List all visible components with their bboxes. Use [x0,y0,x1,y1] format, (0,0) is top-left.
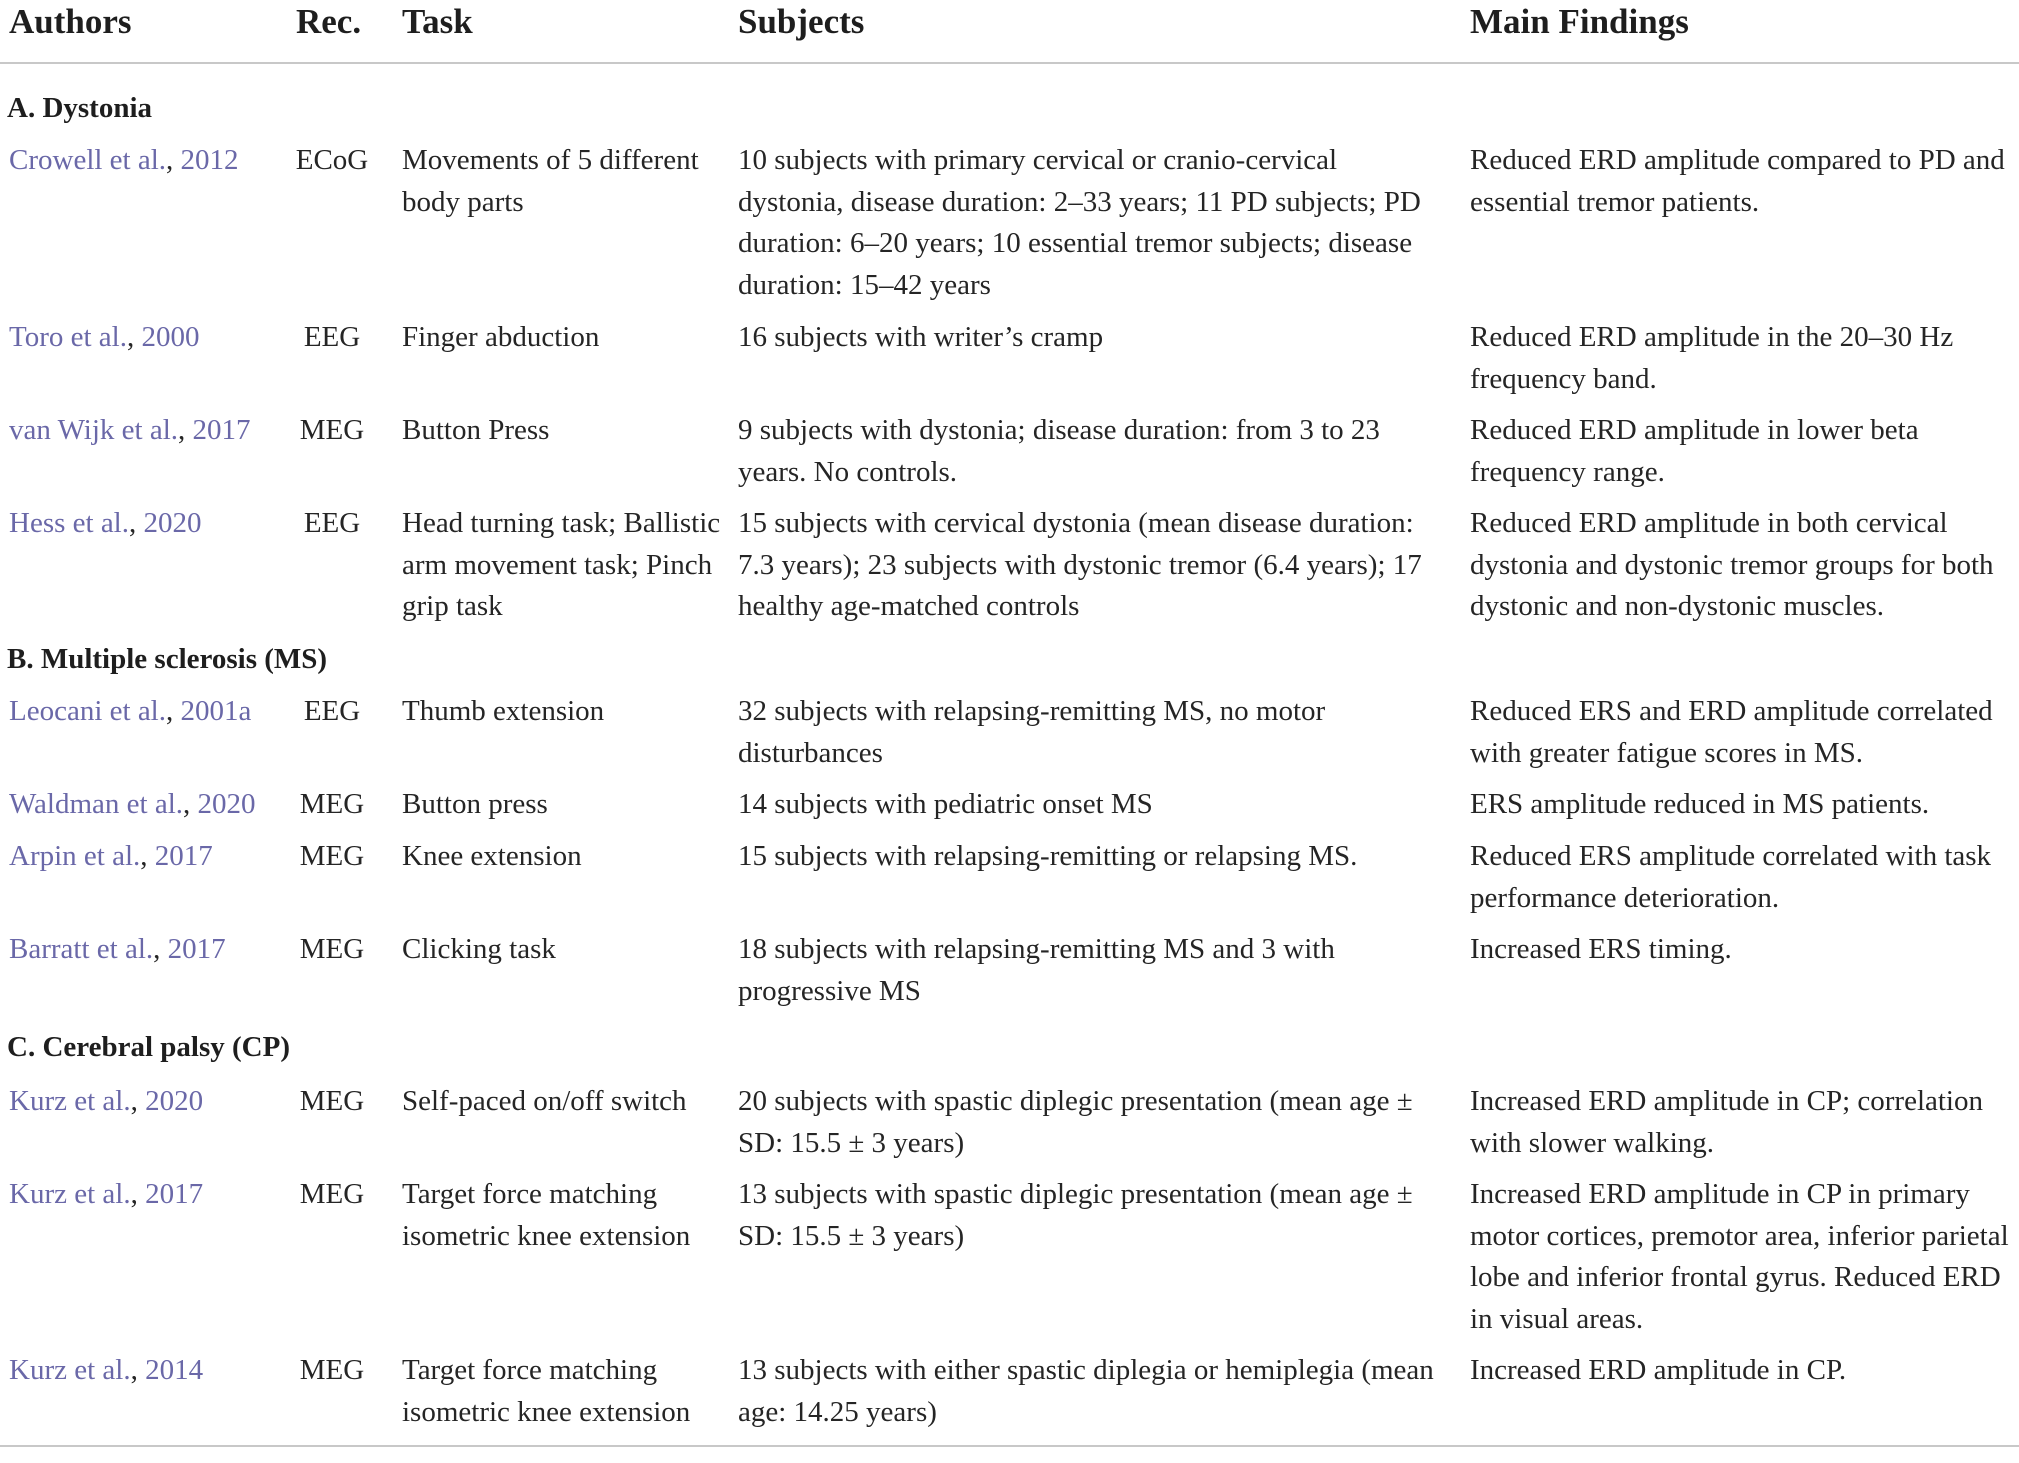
header-authors: Authors [9,2,132,41]
author-year-link[interactable]: 2001a [180,695,252,727]
findings-cell: Increased ERD amplitude in CP in primary motor cortices, premotor area, inferior parietal lobe and inferior frontal gyrus. Reduced ERD in visual areas. [1470,1178,2009,1335]
author-separator: , [183,788,198,820]
subjects-cell: 18 subjects with relapsing-remitting MS and 3 with progressive MS [738,933,1335,1007]
author-link[interactable]: Hess et al. [9,507,129,539]
findings-cell: Reduced ERS amplitude correlated with task performance deterioration. [1470,840,1992,914]
section-title: B. Multiple sclerosis (MS) [7,643,328,675]
author-year-link[interactable]: 2017 [145,1178,204,1210]
findings-cell: Increased ERS timing. [1470,933,1732,965]
author-cell[interactable] [9,317,289,359]
author-link[interactable]: van Wijk et al. [9,414,179,446]
task-cell: Head turning task; Ballistic arm movement task; Pinch grip task [402,507,721,622]
rec-cell: MEG [299,933,365,965]
author-separator: , [130,1354,146,1386]
task-cell: Movements of 5 different body parts [402,144,699,218]
table-header [0,0,2019,64]
rec-cell: EEG [303,321,361,353]
author-link[interactable]: Leocani et al. [9,695,166,727]
author-year-link[interactable]: 2017 [192,414,251,446]
author-year-link[interactable]: 2020 [145,1085,204,1117]
findings-cell: Reduced ERD amplitude compared to PD and essential tremor patients. [1470,144,2005,218]
rec-cell: EEG [303,507,361,539]
subjects-cell: 10 subjects with primary cervical or cranio-cervical dystonia, disease duration: 2–33 years; 11 PD subjects; PD duration: 6–20 years; 10 essential tremor subjects; disease duration: 15–42 years [738,144,1421,301]
author-link[interactable]: Waldman et al. [9,788,184,820]
header-task: Task [402,2,473,41]
rec-cell: MEG [299,414,365,446]
author-separator: , [130,1085,146,1117]
header-rec: Rec. [296,2,362,41]
task-cell: Knee extension [402,840,582,872]
rec-cell: MEG [299,1354,365,1386]
author-cell[interactable] [9,836,289,878]
subjects-cell: 32 subjects with relapsing-remitting MS, no motor disturbances [738,695,1326,769]
rec-cell: MEG [299,788,365,820]
author-cell[interactable] [9,140,289,182]
task-cell: Target force matching isometric knee extension [402,1354,691,1428]
rec-cell: MEG [299,840,365,872]
author-cell[interactable] [9,410,289,452]
rec-cell: ECoG [295,144,369,176]
author-link[interactable]: Barratt et al. [9,933,154,965]
findings-cell: Reduced ERS and ERD amplitude correlated with greater fatigue scores in MS. [1470,695,1993,769]
subjects-cell: 9 subjects with dystonia; disease duration: from 3 to 23 years. No controls. [738,414,1380,488]
author-link[interactable]: Arpin et al. [9,840,141,872]
author-separator: , [140,840,155,872]
author-separator: , [129,507,144,539]
author-year-link[interactable]: 2017 [154,840,213,872]
task-cell: Target force matching isometric knee extension [402,1178,691,1252]
author-year-link[interactable]: 2020 [197,788,256,820]
findings-cell: ERS amplitude reduced in MS patients. [1470,788,1930,820]
subjects-cell: 13 subjects with either spastic diplegia or hemiplegia (mean age: 14.25 years) [738,1354,1434,1428]
header-subjects: Subjects [738,2,865,41]
author-cell[interactable] [9,929,289,971]
author-cell[interactable] [9,503,289,545]
author-year-link[interactable]: 2000 [141,321,200,353]
author-separator: , [153,933,168,965]
findings-cell: Reduced ERD amplitude in the 20–30 Hz frequency band. [1470,321,1954,395]
author-separator: , [126,321,142,353]
rec-cell: MEG [299,1085,365,1117]
author-year-link[interactable]: 2020 [143,507,202,539]
subjects-cell: 16 subjects with writer’s cramp [738,321,1104,353]
author-year-link[interactable]: 2017 [167,933,226,965]
author-link[interactable]: Toro et al. [9,321,127,353]
author-year-link[interactable]: 2012 [180,144,239,176]
author-year-link[interactable]: 2014 [145,1354,204,1386]
author-link[interactable]: Kurz et al. [9,1354,131,1386]
author-link[interactable]: Kurz et al. [9,1085,131,1117]
author-separator: , [178,414,193,446]
author-link[interactable]: Crowell et al. [9,144,167,176]
author-separator: , [166,144,181,176]
findings-cell: Increased ERD amplitude in CP. [1470,1354,1847,1386]
subjects-cell: 13 subjects with spastic diplegic presentation (mean age ± SD: 15.5 ± 3 years) [738,1178,1413,1252]
section-title: A. Dystonia [7,92,153,124]
task-cell: Clicking task [402,933,556,965]
task-cell: Button press [402,788,548,820]
subjects-cell: 15 subjects with cervical dystonia (mean disease duration: 7.3 years); 23 subjects with dystonic tremor (6.4 years); 17 healthy age-matched controls [738,507,1422,622]
author-cell[interactable] [9,784,289,826]
subjects-cell: 14 subjects with pediatric onset MS [738,788,1153,820]
header-main-findings: Main Findings [1470,2,1689,41]
findings-cell: Reduced ERD amplitude in both cervical dystonia and dystonic tremor groups for both dystonic and non-dystonic muscles. [1470,507,1994,622]
rec-cell: EEG [303,695,361,727]
task-cell: Button Press [402,414,550,446]
subjects-cell: 20 subjects with spastic diplegic presentation (mean age ± SD: 15.5 ± 3 years) [738,1085,1413,1159]
rec-cell: MEG [299,1178,365,1210]
author-separator: , [166,695,181,727]
author-cell[interactable] [9,1174,289,1216]
findings-cell: Increased ERD amplitude in CP; correlation with slower walking. [1470,1085,1983,1159]
author-link[interactable]: Kurz et al. [9,1178,131,1210]
findings-cell: Reduced ERD amplitude in lower beta frequency range. [1470,414,1919,488]
task-cell: Self-paced on/off switch [402,1085,687,1117]
subjects-cell: 15 subjects with relapsing-remitting or relapsing MS. [738,840,1358,872]
bottom-rule [0,1445,2019,1447]
task-cell: Thumb extension [402,695,605,727]
author-cell[interactable] [9,691,289,733]
author-separator: , [130,1178,146,1210]
author-cell[interactable] [9,1081,289,1123]
author-cell[interactable] [9,1350,289,1392]
section-title: C. Cerebral palsy (CP) [7,1031,290,1063]
task-cell: Finger abduction [402,321,600,353]
